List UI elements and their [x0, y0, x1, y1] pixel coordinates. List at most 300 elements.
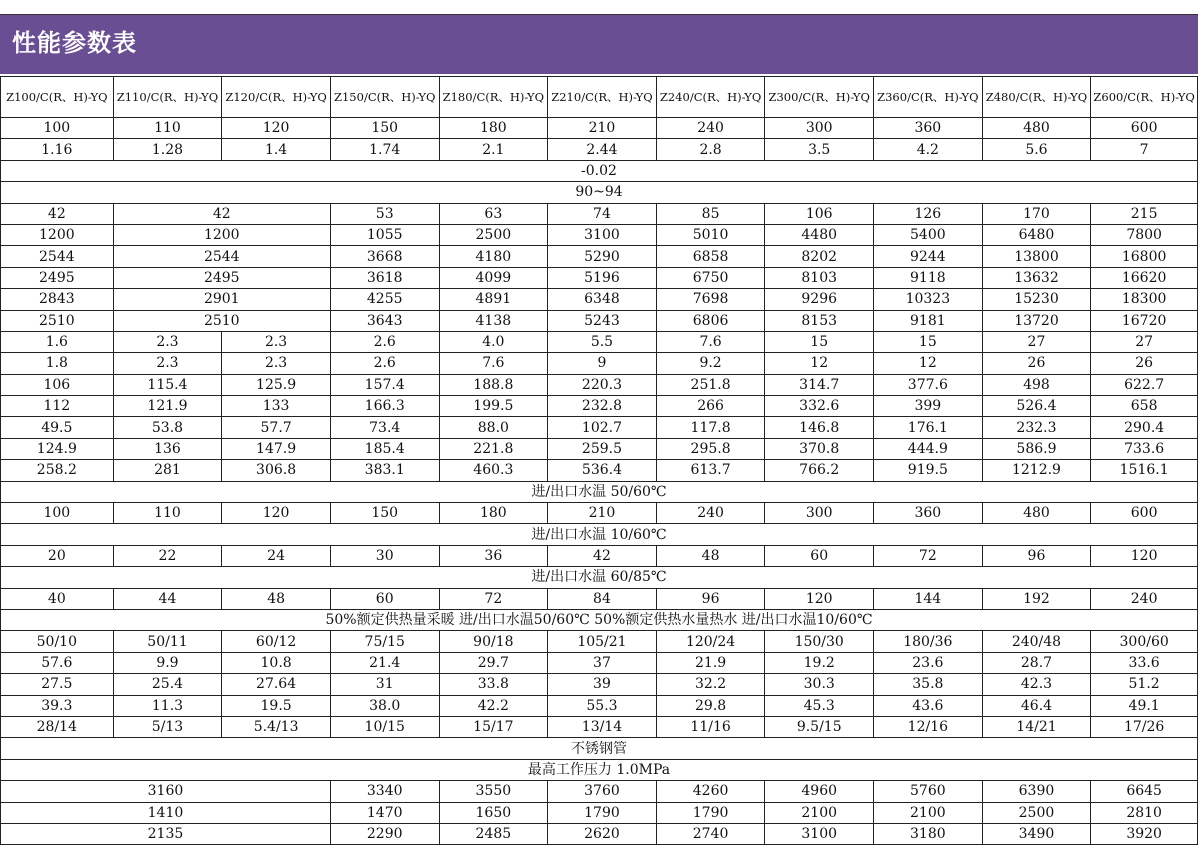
table-cell: 21.9 — [656, 652, 765, 673]
table-cell: 300/60 — [1091, 631, 1198, 652]
table-cell: 38.0 — [330, 695, 439, 716]
table-row — [1, 503, 1198, 524]
table-cell: 6806 — [656, 310, 765, 331]
table-cell: 60 — [330, 588, 439, 609]
table-cell: 106 — [1, 374, 114, 395]
table-cell: 53.8 — [113, 417, 222, 438]
table-cell: 2.44 — [548, 139, 657, 160]
table-cell: 39.3 — [1, 695, 114, 716]
table-cell: 480 — [982, 118, 1091, 139]
table-cell: 3643 — [330, 310, 439, 331]
table-row — [1, 118, 1198, 139]
table-cell: 49.1 — [1091, 695, 1198, 716]
table-cell: 251.8 — [656, 374, 765, 395]
table-cell: 192 — [982, 588, 1091, 609]
table-cell: 84 — [548, 588, 657, 609]
table-cell: 16720 — [1091, 310, 1198, 331]
table-row — [1, 545, 1198, 566]
table-cell: 106 — [765, 203, 874, 224]
table-cell: 370.8 — [765, 438, 874, 459]
table-cell: 4260 — [656, 781, 765, 802]
table-row — [1, 674, 1198, 695]
table-cell: 210 — [548, 503, 657, 524]
table-cell: 120/24 — [656, 631, 765, 652]
table-cell: 295.8 — [656, 438, 765, 459]
table-cell: 15/17 — [439, 716, 548, 737]
table-cell: 185.4 — [330, 438, 439, 459]
table-cell: 526.4 — [982, 396, 1091, 417]
table-cell: 3920 — [1091, 823, 1198, 844]
column-header: Z300/C(R、H)-YQ — [765, 77, 874, 118]
table-cell: 29.7 — [439, 652, 548, 673]
table-cell: 2100 — [765, 802, 874, 823]
table-cell: 96 — [982, 545, 1091, 566]
table-cell: 1200 — [113, 224, 330, 245]
table-cell: 120 — [222, 503, 331, 524]
table-cell: 42.2 — [439, 695, 548, 716]
table-cell: 39 — [548, 674, 657, 695]
table-cell: 7.6 — [439, 353, 548, 374]
table-cell: 1516.1 — [1091, 460, 1198, 481]
table-cell: 9.5/15 — [765, 716, 874, 737]
table-row — [1, 481, 1198, 502]
table-cell: 215 — [1091, 203, 1198, 224]
table-cell: 15 — [765, 331, 874, 352]
table-cell: 300 — [765, 118, 874, 139]
table-row — [1, 524, 1198, 545]
table-cell: 3160 — [1, 781, 331, 802]
column-header: Z110/C(R、H)-YQ — [113, 77, 222, 118]
table-cell: 480 — [982, 503, 1091, 524]
table-cell: 49.5 — [1, 417, 114, 438]
table-cell: 10/15 — [330, 716, 439, 737]
table-cell: 42 — [113, 203, 330, 224]
table-cell: 11/16 — [656, 716, 765, 737]
table-cell: 33.6 — [1091, 652, 1198, 673]
table-cell: 240 — [656, 503, 765, 524]
table-cell: 1410 — [1, 802, 331, 823]
table-cell: 8202 — [765, 246, 874, 267]
table-cell: 17/26 — [1091, 716, 1198, 737]
table-cell: 27 — [1091, 331, 1198, 352]
section-label-cell: 进/出口水温 10/60℃ — [1, 524, 1198, 545]
table-cell: 9.2 — [656, 353, 765, 374]
table-cell: 210 — [548, 118, 657, 139]
table-cell: 125.9 — [222, 374, 331, 395]
table-cell: 12 — [874, 353, 983, 374]
table-row — [1, 823, 1198, 844]
table-cell: 290.4 — [1091, 417, 1198, 438]
table-cell: 146.8 — [765, 417, 874, 438]
table-cell: 9181 — [874, 310, 983, 331]
column-header: Z480/C(R、H)-YQ — [982, 77, 1091, 118]
table-cell: 266 — [656, 396, 765, 417]
table-cell: 6750 — [656, 267, 765, 288]
table-cell: 2740 — [656, 823, 765, 844]
table-cell: 383.1 — [330, 460, 439, 481]
table-cell: 102.7 — [548, 417, 657, 438]
table-cell: 6480 — [982, 224, 1091, 245]
table-cell: 115.4 — [113, 374, 222, 395]
table-row — [1, 460, 1198, 481]
table-cell: 170 — [982, 203, 1091, 224]
table-cell: 2810 — [1091, 802, 1198, 823]
column-header: Z120/C(R、H)-YQ — [222, 77, 331, 118]
column-header: Z150/C(R、H)-YQ — [330, 77, 439, 118]
table-cell: 1055 — [330, 224, 439, 245]
table-cell: 5/13 — [113, 716, 222, 737]
table-cell: 13720 — [982, 310, 1091, 331]
table-cell: 2495 — [1, 267, 114, 288]
table-cell: 1790 — [548, 802, 657, 823]
table-cell: 622.7 — [1091, 374, 1198, 395]
table-cell: 498 — [982, 374, 1091, 395]
table-cell: 25.4 — [113, 674, 222, 695]
table-cell: 120 — [765, 588, 874, 609]
table-cell: 144 — [874, 588, 983, 609]
table-cell: 7.6 — [656, 331, 765, 352]
table-row — [1, 160, 1198, 181]
section-label-cell: 不锈钢管 — [1, 738, 1198, 759]
table-cell: 199.5 — [439, 396, 548, 417]
table-cell: 3180 — [874, 823, 983, 844]
table-cell: 18300 — [1091, 289, 1198, 310]
table-cell: 124.9 — [1, 438, 114, 459]
table-cell: 9244 — [874, 246, 983, 267]
table-row — [1, 567, 1198, 588]
table-cell: 2100 — [874, 802, 983, 823]
table-cell: 13632 — [982, 267, 1091, 288]
table-cell: 33.8 — [439, 674, 548, 695]
table-row — [1, 203, 1198, 224]
table-cell: 166.3 — [330, 396, 439, 417]
table-row — [1, 802, 1198, 823]
table-cell: 2843 — [1, 289, 114, 310]
table-cell: 460.3 — [439, 460, 548, 481]
table-cell: 48 — [222, 588, 331, 609]
table-cell: 180/36 — [874, 631, 983, 652]
table-cell: 232.3 — [982, 417, 1091, 438]
table-row — [1, 374, 1198, 395]
header-row — [1, 77, 1198, 118]
table-cell: 3340 — [330, 781, 439, 802]
column-header: Z100/C(R、H)-YQ — [1, 77, 114, 118]
table-cell: 20 — [1, 545, 114, 566]
table-cell: 23.6 — [874, 652, 983, 673]
table-cell: 57.6 — [1, 652, 114, 673]
table-cell: 2.3 — [222, 331, 331, 352]
section-label-cell: -0.02 — [1, 160, 1198, 181]
table-cell: 22 — [113, 545, 222, 566]
table-cell: 536.4 — [548, 460, 657, 481]
table-cell: 150 — [330, 503, 439, 524]
table-cell: 72 — [874, 545, 983, 566]
table-cell: 2500 — [982, 802, 1091, 823]
table-cell: 90/18 — [439, 631, 548, 652]
table-row — [1, 331, 1198, 352]
table-row — [1, 182, 1198, 203]
section-label-cell: 50%额定供热量采暖 进/出口水温50/60℃ 50%额定供热水量热水 进/出口水温10/60℃ — [1, 609, 1198, 630]
table-cell: 399 — [874, 396, 983, 417]
table-cell: 4.0 — [439, 331, 548, 352]
table-cell: 4960 — [765, 781, 874, 802]
table-cell: 7 — [1091, 139, 1198, 160]
table-cell: 2290 — [330, 823, 439, 844]
table-cell: 110 — [113, 503, 222, 524]
table-row — [1, 139, 1198, 160]
table-cell: 766.2 — [765, 460, 874, 481]
table-row — [1, 781, 1198, 802]
table-cell: 5196 — [548, 267, 657, 288]
table-cell: 7800 — [1091, 224, 1198, 245]
table-row — [1, 310, 1198, 331]
page-title: 性能参数表 — [12, 29, 137, 57]
table-cell: 919.5 — [874, 460, 983, 481]
table-cell: 2544 — [113, 246, 330, 267]
table-cell: 147.9 — [222, 438, 331, 459]
table-cell: 232.8 — [548, 396, 657, 417]
table-cell: 1650 — [439, 802, 548, 823]
table-cell: 221.8 — [439, 438, 548, 459]
table-cell: 60/12 — [222, 631, 331, 652]
table-cell: 112 — [1, 396, 114, 417]
table-cell: 4480 — [765, 224, 874, 245]
table-cell: 1.4 — [222, 139, 331, 160]
table-cell: 45.3 — [765, 695, 874, 716]
table-cell: 72 — [439, 588, 548, 609]
table-cell: 6858 — [656, 246, 765, 267]
table-cell: 4255 — [330, 289, 439, 310]
table-cell: 8153 — [765, 310, 874, 331]
table-cell: 2500 — [439, 224, 548, 245]
table-cell: 88.0 — [439, 417, 548, 438]
table-cell: 117.8 — [656, 417, 765, 438]
table-cell: 74 — [548, 203, 657, 224]
table-cell: 120 — [222, 118, 331, 139]
table-cell: 360 — [874, 118, 983, 139]
table-cell: 306.8 — [222, 460, 331, 481]
table-cell: 2901 — [113, 289, 330, 310]
table-cell: 26 — [982, 353, 1091, 374]
table-cell: 157.4 — [330, 374, 439, 395]
table-row — [1, 652, 1198, 673]
table-cell: 658 — [1091, 396, 1198, 417]
table-cell: 1790 — [656, 802, 765, 823]
table-cell: 14/21 — [982, 716, 1091, 737]
table-cell: 176.1 — [874, 417, 983, 438]
table-cell: 150/30 — [765, 631, 874, 652]
table-cell: 2544 — [1, 246, 114, 267]
table-cell: 15 — [874, 331, 983, 352]
table-cell: 2.6 — [330, 353, 439, 374]
table-row — [1, 738, 1198, 759]
table-cell: 4891 — [439, 289, 548, 310]
table-cell: 110 — [113, 118, 222, 139]
table-cell: 37 — [548, 652, 657, 673]
table-cell: 5243 — [548, 310, 657, 331]
table-cell: 240 — [1091, 588, 1198, 609]
table-cell: 85 — [656, 203, 765, 224]
table-cell: 51.2 — [1091, 674, 1198, 695]
table-cell: 1.8 — [1, 353, 114, 374]
table-cell: 26 — [1091, 353, 1198, 374]
table-cell: 314.7 — [765, 374, 874, 395]
table-cell: 50/11 — [113, 631, 222, 652]
table-cell: 28.7 — [982, 652, 1091, 673]
table-cell: 55.3 — [548, 695, 657, 716]
table-cell: 31 — [330, 674, 439, 695]
table-cell: 5400 — [874, 224, 983, 245]
column-header: Z180/C(R、H)-YQ — [439, 77, 548, 118]
table-row — [1, 695, 1198, 716]
table-cell: 13800 — [982, 246, 1091, 267]
table-cell: 27 — [982, 331, 1091, 352]
table-cell: 10323 — [874, 289, 983, 310]
table-row — [1, 353, 1198, 374]
table-cell: 360 — [874, 503, 983, 524]
table-cell: 586.9 — [982, 438, 1091, 459]
table-cell: 42 — [1, 203, 114, 224]
table-cell: 16800 — [1091, 246, 1198, 267]
table-cell: 3100 — [765, 823, 874, 844]
table-cell: 3760 — [548, 781, 657, 802]
table-cell: 53 — [330, 203, 439, 224]
table-cell: 30.3 — [765, 674, 874, 695]
table-row — [1, 588, 1198, 609]
table-cell: 150 — [330, 118, 439, 139]
table-cell: 105/21 — [548, 631, 657, 652]
table-cell: 377.6 — [874, 374, 983, 395]
table-cell: 133 — [222, 396, 331, 417]
table-cell: 29.8 — [656, 695, 765, 716]
table-cell: 4138 — [439, 310, 548, 331]
table-cell: 1.28 — [113, 139, 222, 160]
table-cell: 50/10 — [1, 631, 114, 652]
table-cell: 27.64 — [222, 674, 331, 695]
table-row — [1, 224, 1198, 245]
table-cell: 2.3 — [113, 331, 222, 352]
table-cell: 43.6 — [874, 695, 983, 716]
table-cell: 2510 — [113, 310, 330, 331]
table-cell: 121.9 — [113, 396, 222, 417]
table-cell: 281 — [113, 460, 222, 481]
table-row — [1, 438, 1198, 459]
table-cell: 3100 — [548, 224, 657, 245]
table-cell: 1470 — [330, 802, 439, 823]
table-cell: 57.7 — [222, 417, 331, 438]
table-row — [1, 609, 1198, 630]
table-cell: 2.6 — [330, 331, 439, 352]
table-cell: 44 — [113, 588, 222, 609]
table-cell: 2135 — [1, 823, 331, 844]
table-cell: 10.8 — [222, 652, 331, 673]
table-row — [1, 417, 1198, 438]
table-cell: 5010 — [656, 224, 765, 245]
table-cell: 42 — [548, 545, 657, 566]
performance-table — [0, 76, 1198, 845]
table-cell: 5760 — [874, 781, 983, 802]
table-cell: 9296 — [765, 289, 874, 310]
table-cell: 96 — [656, 588, 765, 609]
table-cell: 600 — [1091, 118, 1198, 139]
table-cell: 19.5 — [222, 695, 331, 716]
table-cell: 1212.9 — [982, 460, 1091, 481]
table-cell: 48 — [656, 545, 765, 566]
table-cell: 30 — [330, 545, 439, 566]
table-cell: 1.16 — [1, 139, 114, 160]
table-cell: 332.6 — [765, 396, 874, 417]
table-cell: 28/14 — [1, 716, 114, 737]
column-header: Z360/C(R、H)-YQ — [874, 77, 983, 118]
table-cell: 35.8 — [874, 674, 983, 695]
table-cell: 32.2 — [656, 674, 765, 695]
table-cell: 3550 — [439, 781, 548, 802]
column-header: Z210/C(R、H)-YQ — [548, 77, 657, 118]
table-cell: 2.8 — [656, 139, 765, 160]
table-cell: 100 — [1, 503, 114, 524]
table-cell: 3668 — [330, 246, 439, 267]
table-cell: 126 — [874, 203, 983, 224]
table-cell: 5.6 — [982, 139, 1091, 160]
table-cell: 12/16 — [874, 716, 983, 737]
table-cell: 3490 — [982, 823, 1091, 844]
table-cell: 180 — [439, 118, 548, 139]
table-cell: 1.6 — [1, 331, 114, 352]
table-cell: 8103 — [765, 267, 874, 288]
table-cell: 444.9 — [874, 438, 983, 459]
table-row — [1, 267, 1198, 288]
table-cell: 40 — [1, 588, 114, 609]
table-cell: 3618 — [330, 267, 439, 288]
table-cell: 60 — [765, 545, 874, 566]
table-cell: 5.4/13 — [222, 716, 331, 737]
table-cell: 63 — [439, 203, 548, 224]
title-bar — [0, 14, 1198, 74]
section-label-cell: 90~94 — [1, 182, 1198, 203]
table-cell: 5.5 — [548, 331, 657, 352]
table-cell: 2485 — [439, 823, 548, 844]
table-row — [1, 396, 1198, 417]
table-cell: 15230 — [982, 289, 1091, 310]
table-cell: 4.2 — [874, 139, 983, 160]
table-cell: 3.5 — [765, 139, 874, 160]
table-cell: 13/14 — [548, 716, 657, 737]
section-label-cell: 最高工作压力 1.0MPa — [1, 759, 1198, 780]
table-cell: 2.1 — [439, 139, 548, 160]
table-row — [1, 716, 1198, 737]
table-row — [1, 759, 1198, 780]
table-cell: 5290 — [548, 246, 657, 267]
table-cell: 6645 — [1091, 781, 1198, 802]
table-row — [1, 246, 1198, 267]
table-cell: 2510 — [1, 310, 114, 331]
table-cell: 6390 — [982, 781, 1091, 802]
table-cell: 259.5 — [548, 438, 657, 459]
column-header: Z600/C(R、H)-YQ — [1091, 77, 1198, 118]
table-cell: 180 — [439, 503, 548, 524]
table-cell: 7698 — [656, 289, 765, 310]
table-cell: 36 — [439, 545, 548, 566]
table-cell: 2620 — [548, 823, 657, 844]
table-cell: 9 — [548, 353, 657, 374]
table-row — [1, 289, 1198, 310]
table-cell: 9118 — [874, 267, 983, 288]
table-cell: 188.8 — [439, 374, 548, 395]
table-cell: 258.2 — [1, 460, 114, 481]
table-cell: 21.4 — [330, 652, 439, 673]
table-cell: 19.2 — [765, 652, 874, 673]
table-cell: 4099 — [439, 267, 548, 288]
